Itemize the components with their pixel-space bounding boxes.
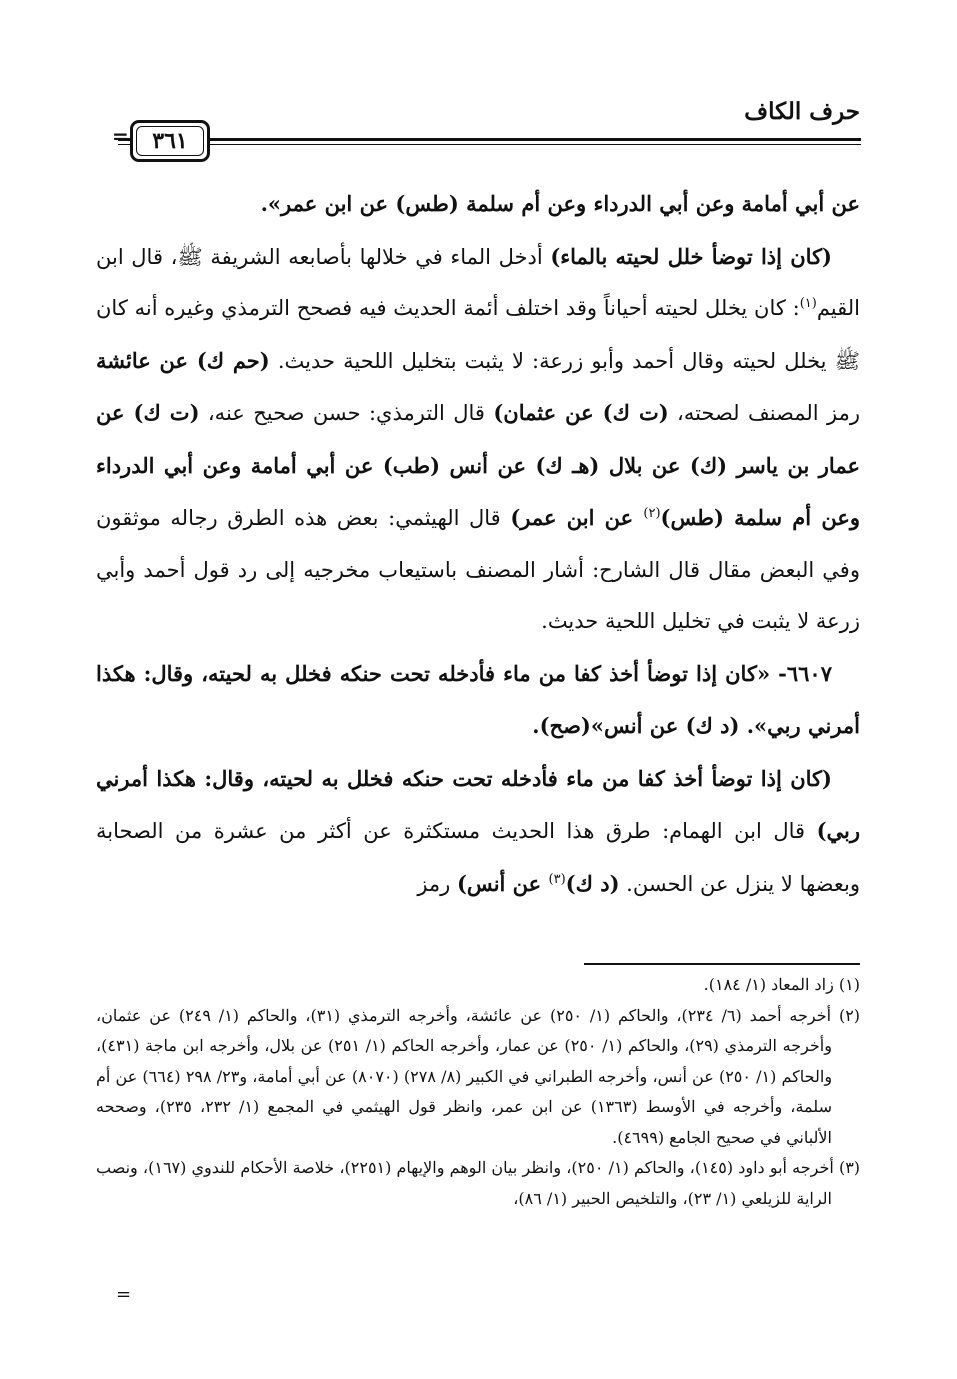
chapter-title: حرف الكاف [744, 98, 860, 125]
para1-bold-5: عن ابن عمر) [510, 505, 644, 530]
para1-text-5: قال الهيثمي: بعض هذه الطرق رجاله موثقون وفي البعض مقال قال الشارح: أشار المصنف باستيعاب مخرجيه إلى رد قول أحمد وأبي زرعة لا يثبت في تخليل اللحية حديث. [96, 506, 860, 633]
para1-text-2: : كان يخلل لحيته أحياناً وقد اختلف أئمة الحديث فيه فصحح الترمذي وغيره أنه كان ﷺ يخلل لحيته وقال أحمد وأبو زرعة: لا يثبت بتخليل اللحية حديث. [96, 296, 860, 373]
page-number [130, 120, 210, 162]
para1-text-3: رمز المصنف لصحته، [668, 401, 860, 425]
continuation-mark: = [116, 1284, 132, 1305]
para1-text-1: أدخل الماء في خلالها بأصابعه الشريفة ﷺ، قال ابن القيم [96, 244, 860, 320]
para1-bold-3: (ت ك) عن عثمان) [493, 400, 669, 425]
footnote-3: (٣) أخرجه أبو داود (١٤٥)، والحاكم (١/ ٢٥٠)، وانظر بيان الوهم والإيهام (٢٢٥١)، خلاصة الأحكام للندوي (١٦٧)، ونصب الراية للزيلعي (١/ ٢٣)، والتلخيص الحبير (١/ ٨٦)، [96, 1158, 861, 1208]
footnote-2: (٢) أخرجه أحمد (٦/ ٢٣٤)، والحاكم (١/ ٢٥٠) عن عائشة، وأخرجه الترمذي (٣١)، والحاكم (١/ ٢٤٩) عن عثمان، وأخرجه الترمذي (٢٩)، والحاكم (١/ ٢٥٠) عن عمار، وأخرجه الحاكم (١/ ٢٥١) عن بلال، وأخرجه ابن ماجة (٤٣١)، والحاكم (١/ ٢٥٠) عن أنس، وأخرجه الطبراني في الكبير (٨/ ٢٧٨) (٨٠٧٠) عن أبي أمامة، و٢٣/ ٢٩٨ (٦٦٤) عن أم سلمة، وأخرجه في الأوسط (١٣٦٣) عن ابن عمر، وانظر قول الهيثمي في المجمع (١/ ٢٣٢، ٢٣٥)، وصححه الألباني في صحيح الجامع (٤٦٩٩). [96, 1005, 861, 1147]
para2-text-1: قال ابن الهمام: طرق هذا الحديث مستكثرة عن أكثر من عشرة من الصحابة وبعضها لا ينزل عن الحسن. [96, 819, 860, 896]
para1-bold-4: (ت ك) عن عمار بن ياسر (ك) عن بلال (هـ ك) عن أنس (طب) عن أبي أمامة وعن أبي الدرداء وعن أم سلمة (طس) [96, 400, 860, 530]
body-line-1 [96, 178, 860, 231]
header-rule-thin [118, 144, 861, 145]
header-left-mark: = [112, 124, 129, 148]
body-line-1-text: عن أبي أمامة وعن أبي الدرداء وعن أم سلمة (طس) عن ابن عمر». [260, 191, 860, 216]
commentary-paragraph-2 [96, 753, 860, 911]
para2-bold-3: عن أنس) [456, 870, 549, 896]
para2-bold-1: (كان إذا توضأ أخذ كفا من ماء فأدخله تحت حنكه فخلل به لحيته، وقال: هكذا أمرني ربي) [96, 765, 860, 843]
footnote-ref-2: (٢) [643, 506, 661, 521]
para2-text-2: رمز [417, 871, 457, 896]
hadith-6607 [96, 648, 860, 753]
para2-bold-2: (د ك) [565, 870, 620, 896]
hadith-text: ٦٦٠٧- «كان إذا توضأ أخذ كفا من ماء فأدخله تحت حنكه فخلل به لحيته، وقال: هكذا أمرني ربي». (د ك) عن أنس»(صح). [96, 660, 860, 738]
footnote-1: (١) زاد المعاد (١/ ١٨٤). [703, 975, 860, 994]
para1-bold-1: (كان إذا توضأ خلل لحيته بالماء) [550, 243, 832, 269]
commentary-paragraph-1 [96, 231, 860, 648]
footnote-ref-3: (٣) [548, 871, 566, 887]
page-number-text: ٣٦١ [152, 128, 188, 154]
footnote-separator [584, 963, 860, 965]
body-text [96, 178, 860, 910]
footnote-ref-1: (١) [799, 296, 817, 311]
para1-text-4: قال الترمذي: حسن صحيح عنه، [199, 401, 494, 425]
header-rule-thick [118, 138, 861, 141]
footnotes [96, 970, 860, 1214]
para1-bold-2: (حم ك) عن عائشة [96, 347, 270, 373]
